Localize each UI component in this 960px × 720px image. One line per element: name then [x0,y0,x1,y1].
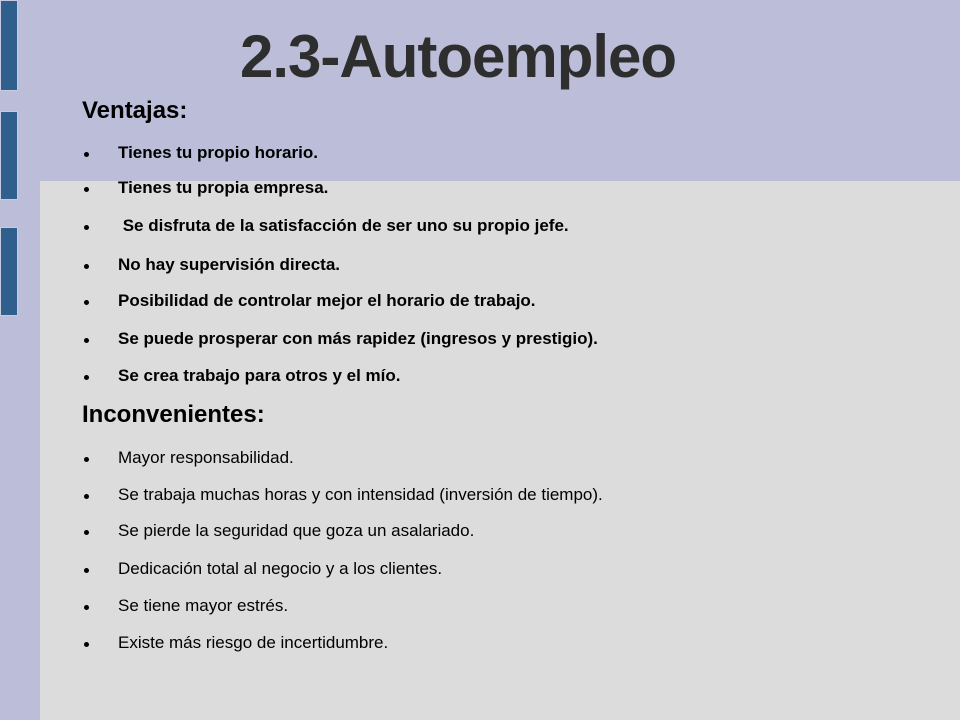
inconveniente-item: Se tiene mayor estrés. [84,596,288,616]
bullet-icon [84,642,89,647]
bullet-icon [84,152,89,157]
inconveniente-item: Existe más riesgo de incertidumbre. [84,633,388,653]
ventaja-item: Se puede prosperar con más rapidez (ingresos y prestigio). [84,329,598,349]
bullet-icon [84,338,89,343]
bullet-icon [84,530,89,535]
ventaja-item: Se disfruta de la satisfacción de ser uno su propio jefe. [84,216,569,236]
ventajas-heading: Ventajas: [82,97,188,124]
left-background-strip [0,0,40,720]
bullet-icon [84,494,89,499]
bullet-icon [84,457,89,462]
inconveniente-item: Dedicación total al negocio y a los clientes. [84,559,442,579]
bullet-icon [84,375,89,380]
ventaja-item: Tienes tu propia empresa. [84,178,328,198]
ventaja-item: Se crea trabajo para otros y el mío. [84,366,401,386]
bullet-icon [84,264,89,269]
bullet-icon [84,605,89,610]
inconveniente-item: Mayor responsabilidad. [84,448,294,468]
ventaja-item: Tienes tu propio horario. [84,143,318,163]
ventaja-item: No hay supervisión directa. [84,255,340,275]
inconveniente-item: Se trabaja muchas horas y con intensidad (inversión de tiempo). [84,485,603,505]
inconvenientes-heading: Inconvenientes: [82,401,265,428]
bullet-icon [84,187,89,192]
bullet-icon [84,225,89,230]
decorative-bar-3 [0,227,18,316]
bullet-icon [84,300,89,305]
ventaja-item: Posibilidad de controlar mejor el horario de trabajo. [84,291,536,311]
decorative-bar-2 [0,111,18,200]
inconveniente-item: Se pierde la seguridad que goza un asalariado. [84,521,474,541]
bullet-icon [84,568,89,573]
slide-title: 2.3-Autoempleo [239,23,677,90]
